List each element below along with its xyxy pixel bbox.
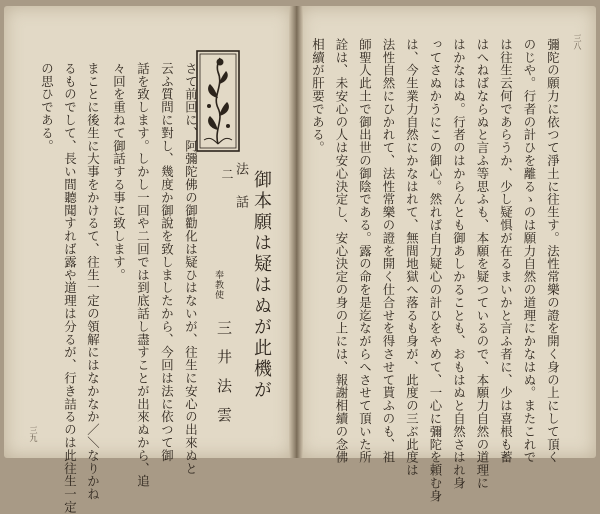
author-affiliation: 奉教使 [213, 270, 223, 300]
left-text-column: 云ふ質問に對し、幾度か御說を致しましたから、今回は法に依つて御 [159, 62, 175, 462]
left-text-column: るものでして、長い間聽聞すれば露や道理は分るが、行き詰るのは此往生一定 [62, 62, 78, 514]
right-text-column: 法性自然にひかれて、法性常樂の證を開く仕合せを得させて貰ふのも、祖 [380, 38, 396, 464]
left-text-column: まことに後生に大事をかけるて、往生一定の領解にはなかなか／＼なりかね [85, 62, 101, 501]
section-heading: 法話 [233, 162, 248, 228]
article-title: 御本願は疑はぬが此機が [251, 170, 272, 401]
right-text-column: 師聖人此土で御出世の御陰である。露の命を是迄ながらへさせて頂いた所 [357, 38, 373, 464]
left-text-column: の思ひである。 [39, 62, 55, 153]
book-gutter [289, 6, 303, 458]
right-text-column: は往生云何であらうか、少し疑惧が在るまいかと言ふ者に、少は喜根も蓄 [498, 38, 514, 464]
right-text-column: は、今生業力自然にかなはれて、無間地獄へ落るも身が、此度の三ぶ此度は [404, 38, 420, 477]
right-text-column: はかなはぬ。行者のはからんとも御あしかることも、おもはぬと自然さはれ身 [451, 38, 467, 490]
right-text-column: 詮は、未安心の人は安心決定し、安心決定の身の上には、報謝相續の念佛 [333, 38, 349, 464]
right-text-column: 彌陀の願力に依つて淨土に往生す。法性常樂の證を開く身の上にして頂く [545, 38, 561, 464]
right-text-column: はへねばならぬと言ふ等思ふも、本願を疑つているので、本願力自然の道理に [474, 38, 490, 490]
author-name: 三井法雲 [215, 320, 233, 436]
right-text-column: ってさぬかうにこの御心。然れば自力疑心の計ひをやめて、一心に彌陀を頼む身 [427, 38, 443, 503]
right-text-column: 相續が肝要である。 [310, 38, 326, 155]
left-text-column: 話を致します。しかし一回や二回では到底話し盡すことが出來ぬから、追 [135, 62, 151, 488]
left-text-column: 々回を重ねて御話する事に致します。 [111, 62, 127, 282]
left-text-column: さて前回に、阿彌陀佛の御勸化は疑ひはないが、往生に安心の出來ぬと [183, 62, 199, 475]
right-page-number: 三八 [573, 34, 582, 50]
section-number: 二 [220, 168, 234, 180]
left-page-number: 三九 [29, 426, 38, 442]
floral-ornament-icon [196, 50, 240, 152]
right-text-column: のじや。行者の計ひを離るゝのは願力自然の道理にかなはぬ。またこれで [521, 38, 537, 464]
